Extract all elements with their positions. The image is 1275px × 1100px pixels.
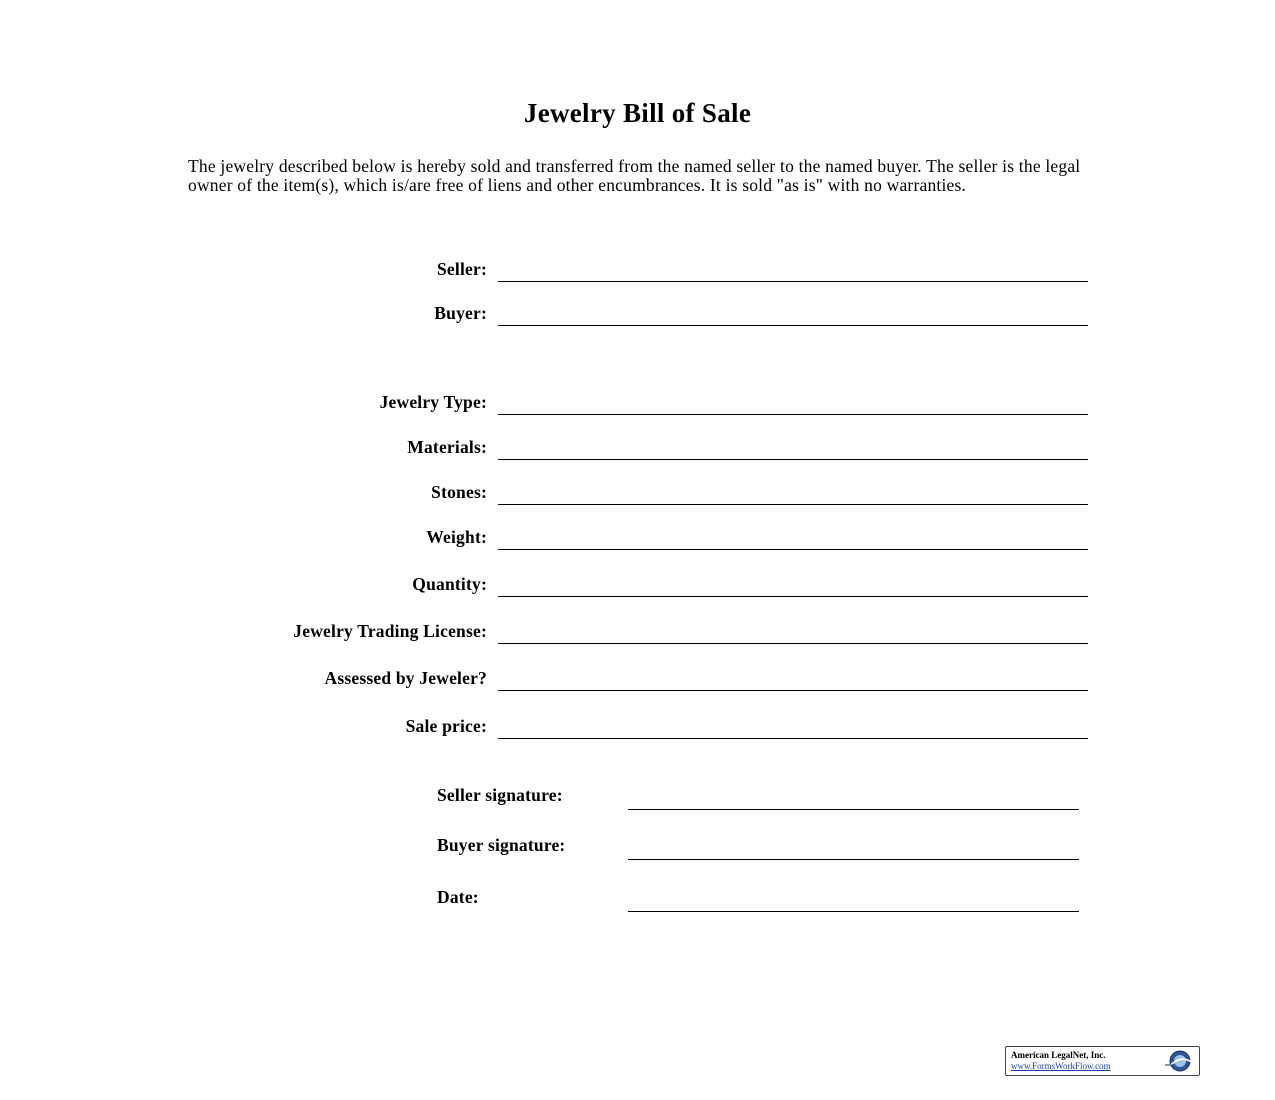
buyer-field-row [0, 294, 1275, 324]
weight-field-row [0, 518, 1275, 548]
footer-url-link[interactable]: www.FormsWorkFlow.com [1011, 1061, 1111, 1071]
jewelry-type-field-row [0, 383, 1275, 413]
seller-label: Seller: [437, 259, 487, 279]
date-row [0, 878, 1275, 908]
assessed-field-line[interactable] [498, 690, 1088, 691]
seller-signature-row [0, 776, 1275, 806]
intro-paragraph: The jewelry described below is hereby sold and transferred from the named seller to the named buyer. The seller is the legal owner of the item(s), which is/are free of liens and other encumbrances. It is sold "as is" with no warranties. [188, 156, 1081, 195]
stones-label: Stones: [431, 482, 487, 502]
sale-price-field-line[interactable] [498, 738, 1088, 739]
globe-logo-icon [1163, 1049, 1195, 1073]
date-line[interactable] [628, 911, 1079, 912]
materials-field-row [0, 428, 1275, 458]
buyer-signature-row [0, 826, 1275, 856]
jewelry-type-field-line[interactable] [498, 414, 1088, 415]
sale-price-field-row [0, 707, 1275, 737]
weight-field-line[interactable] [498, 549, 1088, 550]
footer-badge[interactable] [1005, 1046, 1200, 1076]
assessed-label: Assessed by Jeweler? [324, 668, 487, 688]
seller-signature-line[interactable] [628, 809, 1079, 810]
document-title: Jewelry Bill of Sale [523, 98, 752, 128]
materials-label: Materials: [407, 437, 487, 457]
materials-field-line[interactable] [498, 459, 1088, 460]
license-field-line[interactable] [498, 643, 1088, 644]
license-field-row [0, 612, 1275, 642]
quantity-field-row [0, 565, 1275, 595]
sale-price-label: Sale price: [405, 716, 487, 736]
jewelry-type-label: Jewelry Type: [379, 392, 487, 412]
assessed-field-row [0, 659, 1275, 689]
license-label: Jewelry Trading License: [293, 621, 487, 641]
footer-company: American LegalNet, Inc. [1011, 1050, 1106, 1060]
date-label: Date: [437, 887, 479, 907]
weight-label: Weight: [426, 527, 487, 547]
buyer-signature-label: Buyer signature: [437, 835, 566, 855]
quantity-label: Quantity: [412, 574, 487, 594]
buyer-signature-line[interactable] [628, 859, 1079, 860]
seller-field-line[interactable] [498, 281, 1088, 282]
seller-field-row [0, 250, 1275, 280]
stones-field-row [0, 473, 1275, 503]
seller-signature-label: Seller signature: [437, 785, 563, 805]
buyer-label: Buyer: [434, 303, 487, 323]
quantity-field-line[interactable] [498, 596, 1088, 597]
buyer-field-line[interactable] [498, 325, 1088, 326]
stones-field-line[interactable] [498, 504, 1088, 505]
